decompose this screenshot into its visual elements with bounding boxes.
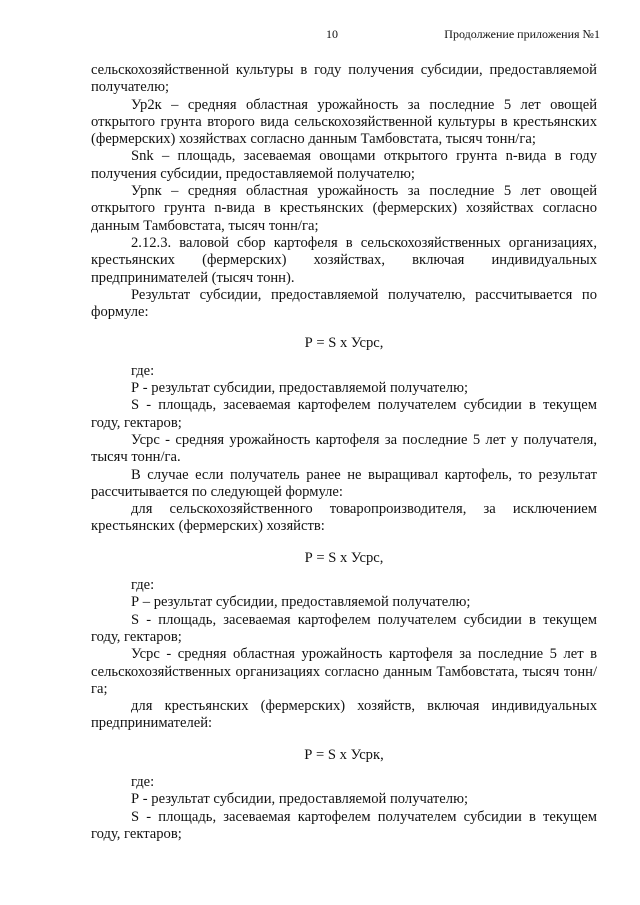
paragraph: Р – результат субсидии, предоставляемой получателю; — [131, 594, 471, 611]
paragraph: Усрс - средняя областная урожайность картофеля за последние 5 лет в сельскохозяйственных организациях согласно данным Тамбовстата, тысяч тонн/га; — [91, 646, 597, 697]
paragraph: S - площадь, засеваемая картофелем получателем субсидии в текущем году, гектаров; — [91, 808, 597, 842]
paragraph: для крестьянских (фермерских) хозяйств, включая индивидуальных предпринимателей: — [91, 698, 597, 732]
paragraph: Snk – площадь, засеваемая овощами открытого грунта n-вида в году получения субсидии, предоставляемой получателю; — [91, 148, 597, 182]
paragraph: где: — [131, 362, 155, 379]
paragraph: 2.12.3. валовой сбор картофеля в сельскохозяйственных организациях, крестьянских (фермерских) хозяйствах, включая индивидуальных предпринимателей (тысяч тонн). — [91, 234, 597, 286]
paragraph: Урnк – средняя областная урожайность за последние 5 лет овощей открытого грунта n-вида в крестьянских (фермерских) хозяйствах согласно данным Тамбовстата, тысяч тонн/га; — [91, 183, 597, 234]
paragraph: Р - результат субсидии, предоставляемой получателю; — [131, 791, 469, 808]
formula: Р = S х Усрс, — [304, 549, 384, 566]
paragraph: для сельскохозяйственного товаропроизводителя, за исключением крестьянских (фермерских) хозяйств: — [91, 501, 597, 535]
paragraph: S - площадь, засеваемая картофелем получателем субсидии в текущем году, гектаров; — [91, 397, 597, 431]
formula: Р = S х Усрс, — [304, 335, 384, 352]
paragraph: Р - результат субсидии, предоставляемой получателю; — [131, 380, 469, 397]
document-body — [91, 62, 597, 843]
paragraph: S - площадь, засеваемая картофелем получателем субсидии в текущем году, гектаров; — [91, 611, 597, 645]
paragraph: Ур2к – средняя областная урожайность за последние 5 лет овощей открытого грунта второго вида сельскохозяйственной культуры в крестьянских (фермерских) хозяйствах согласно данным Тамбовстата, тысяч тонн/га; — [91, 96, 597, 148]
paragraph: сельскохозяйственной культуры в году получения субсидии, предоставляемой получателю; — [91, 62, 597, 96]
paragraph: где: — [131, 577, 155, 594]
paragraph: Результат субсидии, предоставляемой получателю, рассчитывается по формуле: — [91, 286, 597, 321]
paragraph: где: — [131, 773, 155, 790]
paragraph: Усрс - средняя урожайность картофеля за последние 5 лет у получателя, тысяч тонн/га. — [91, 431, 597, 466]
continuation-header: Продолжение приложения №1 — [444, 27, 600, 41]
formula: Р = S х Усрк, — [304, 746, 384, 763]
paragraph: В случае если получатель ранее не выращивал картофель, то результат рассчитывается по следующей формуле: — [91, 466, 597, 500]
page-number: 10 — [326, 27, 338, 41]
